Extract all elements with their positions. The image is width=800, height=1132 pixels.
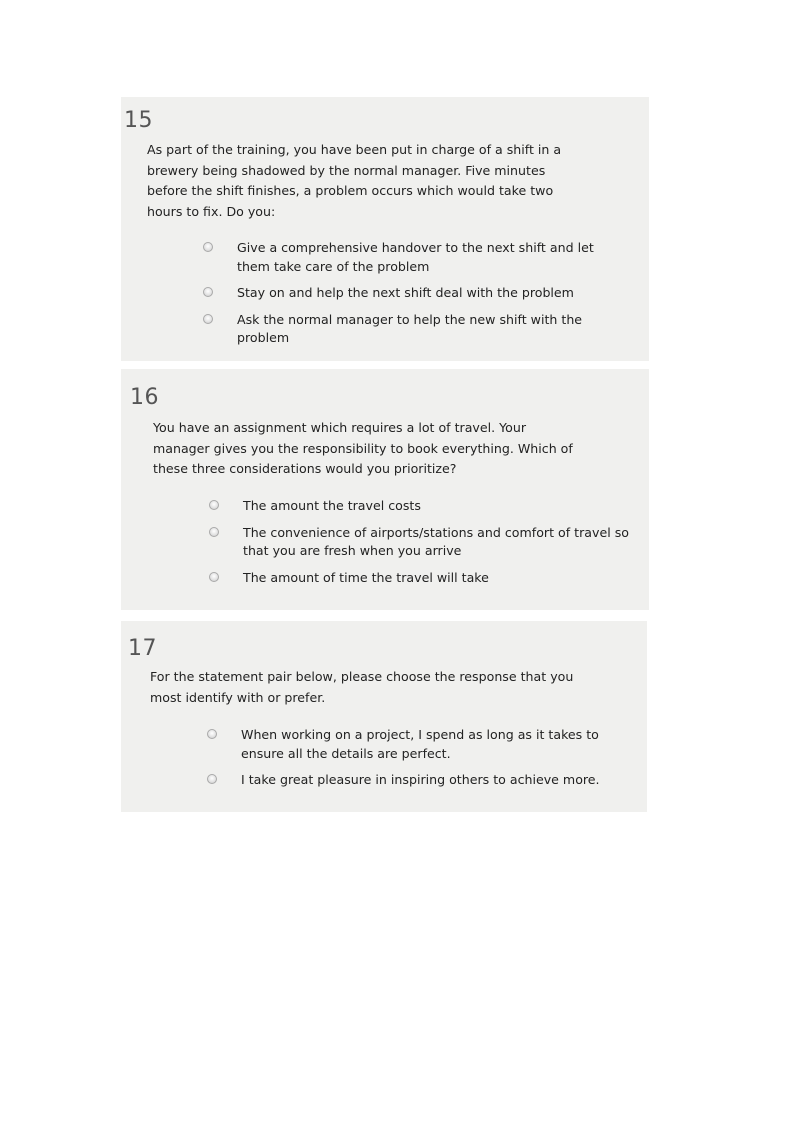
radio-button[interactable] (209, 527, 219, 537)
question-number: 16 (130, 385, 159, 410)
option[interactable] (209, 569, 649, 588)
option-label[interactable]: The convenience of airports/stations and comfort of travel so that you are fresh when you arrive (243, 524, 629, 558)
option[interactable] (203, 284, 623, 303)
question-number: 17 (128, 636, 157, 661)
option-label[interactable]: The amount of time the travel will take (243, 569, 489, 585)
option-label[interactable]: When working on a project, I spend as long as it takes to ensure all the details are perfect. (241, 727, 599, 761)
option-label[interactable]: Stay on and help the next shift deal with the problem (237, 285, 574, 300)
option-label[interactable]: Give a comprehensive handover to the next shift and let them take care of the problem (237, 240, 594, 274)
radio-button[interactable] (209, 572, 219, 582)
option-label[interactable]: Ask the normal manager to help the new shift with the problem (237, 311, 583, 345)
option[interactable] (207, 726, 637, 763)
radio-button[interactable] (203, 287, 213, 297)
question-card-16 (121, 369, 649, 610)
question-text: For the statement pair below, please choose the response that you most identify with or prefer. (150, 669, 574, 705)
options-list (207, 726, 637, 798)
question-card-15 (121, 97, 649, 361)
option[interactable] (209, 497, 649, 516)
radio-button[interactable] (209, 500, 219, 510)
radio-button[interactable] (207, 729, 217, 739)
question-number: 15 (124, 108, 153, 133)
options-list (209, 497, 649, 595)
question-text: You have an assignment which requires a lot of travel. Your manager gives you the responsibility to book everything. Which of these three considerations would you prioritize? (153, 420, 573, 476)
options-list (203, 239, 623, 356)
option[interactable] (209, 524, 649, 561)
radio-button[interactable] (207, 774, 217, 784)
question-text: As part of the training, you have been put in charge of a shift in a brewery being shadowed by the normal manager. Five minutes before the shift finishes, a problem occurs which would take two hours to fix. Do you: (147, 142, 562, 219)
option[interactable] (203, 311, 623, 348)
option-label[interactable]: I take great pleasure in inspiring others to achieve more. (241, 772, 600, 787)
option[interactable] (207, 771, 637, 790)
radio-button[interactable] (203, 242, 213, 252)
option-label[interactable]: The amount the travel costs (243, 498, 421, 513)
option[interactable] (203, 239, 623, 276)
radio-button[interactable] (203, 314, 213, 324)
question-card-17 (121, 621, 647, 812)
